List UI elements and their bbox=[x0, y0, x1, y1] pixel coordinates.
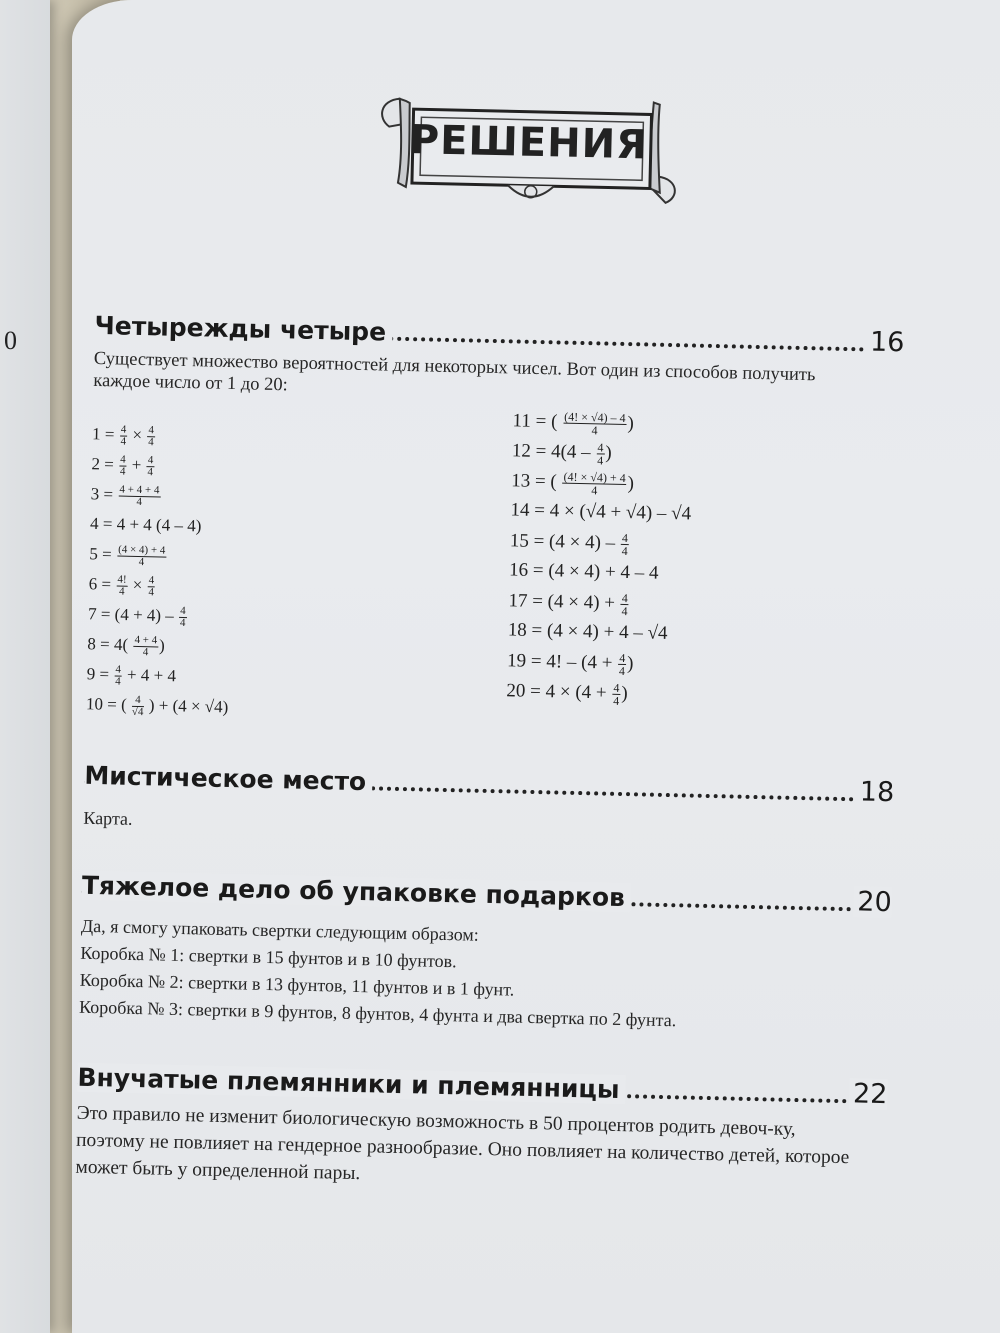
equation-suffix: ) bbox=[621, 682, 628, 704]
equation-prefix: 4( bbox=[113, 634, 129, 655]
equation-number: 8 bbox=[87, 634, 97, 654]
fraction-denominator: 4 bbox=[147, 466, 154, 479]
gifts-line: Коробка № 2: свертки в 13 фунтов, 11 фунтов и в 1 фунт. bbox=[79, 969, 515, 1000]
equation-row: 12 = 4(4 – $\frac{4}{4}$ ) bbox=[511, 440, 612, 468]
section-page-number: 22 bbox=[849, 1078, 888, 1110]
equation-number: 4 bbox=[89, 513, 99, 534]
equation-number: 1 bbox=[91, 424, 101, 444]
fraction-denominator: 4 bbox=[621, 603, 628, 619]
left-page-edge bbox=[0, 0, 50, 1333]
equation-row: 4 = 4 + 4 (4 – 4) bbox=[89, 513, 202, 536]
fraction bbox=[116, 574, 128, 597]
equation-row: 17 = (4 × 4) + $\frac{4}{4}$ bbox=[508, 590, 629, 619]
fraction-denominator: 4 bbox=[115, 675, 121, 688]
equation-number: 18 bbox=[507, 619, 528, 641]
equation-row: 2 = $\frac{4}{4}$ + $\frac{4}{4}$ bbox=[91, 453, 154, 479]
equation-prefix: 4! – (4 + bbox=[546, 651, 613, 674]
equation-row: 18 = (4 × 4) + 4 – √4 bbox=[507, 619, 668, 644]
equation-middle: ) + (4 × √4) bbox=[148, 695, 229, 717]
fraction-numerator: (4! × √4) – 4 bbox=[564, 409, 626, 425]
section-title: Четырежды четыре bbox=[94, 311, 392, 347]
gifts-line: Коробка № 3: свертки в 9 фунтов, 8 фунтов, 4 фунта и два свертка по 2 фунта. bbox=[78, 996, 677, 1031]
equation-number: 20 bbox=[506, 680, 526, 702]
equation-number: 9 bbox=[86, 664, 96, 684]
equation-prefix: ( bbox=[550, 411, 558, 433]
equation-number: 2 bbox=[91, 454, 101, 474]
equation-middle: + 4 + 4 bbox=[126, 665, 177, 686]
equation-number: 16 bbox=[508, 559, 529, 581]
fraction-denominator: 4 bbox=[148, 436, 154, 449]
section-heading-nephews bbox=[77, 1052, 888, 1110]
fraction-denominator: 4 bbox=[591, 423, 598, 438]
fraction-denominator: √4 bbox=[131, 705, 144, 719]
section-title: Мистическое место bbox=[84, 761, 372, 797]
fraction bbox=[563, 411, 627, 437]
equation-number: 15 bbox=[509, 530, 530, 552]
fraction-denominator: 4 bbox=[597, 453, 604, 468]
fraction bbox=[179, 606, 187, 629]
fraction-numerator: 4! bbox=[117, 573, 127, 586]
equation-row: 10 = ( $\frac{4}{√4}$ ) + (4 × √4) bbox=[85, 693, 229, 719]
equation-number: 13 bbox=[510, 470, 531, 492]
fraction bbox=[621, 532, 630, 557]
equation-number: 6 bbox=[88, 574, 98, 594]
section-title: Внучатые племянники и племянницы bbox=[77, 1063, 626, 1104]
fraction-denominator: 4 bbox=[142, 646, 149, 659]
equation-middle: × bbox=[132, 425, 143, 445]
fraction-numerator: 4 bbox=[120, 453, 126, 466]
equation-number: 7 bbox=[87, 604, 97, 624]
fraction-denominator: 4 bbox=[613, 693, 620, 708]
title-banner bbox=[367, 78, 690, 215]
fraction-numerator: 4 bbox=[621, 530, 629, 546]
equation-row: 14 = 4 × (√4 + √4) – √4 bbox=[510, 499, 692, 525]
fraction-numerator: 4 bbox=[148, 574, 155, 587]
equation-prefix: 4 + 4 (4 – 4) bbox=[116, 514, 202, 536]
equation-row: 3 = $\frac{4 + 4 + 4}{4}$ bbox=[90, 483, 160, 509]
fraction-denominator: 4 bbox=[591, 483, 598, 498]
left-page-fragment: 0 bbox=[4, 326, 17, 355]
fraction bbox=[147, 575, 155, 598]
section-heading-mystic-place bbox=[84, 750, 895, 808]
equation-number: 19 bbox=[506, 650, 527, 672]
section-heading-gift-wrapping bbox=[82, 860, 893, 918]
fraction-numerator: 4 bbox=[597, 440, 604, 455]
equation-prefix: (4 × 4) + bbox=[547, 591, 616, 614]
equation-prefix: (4 + 4) – bbox=[114, 604, 175, 626]
nephews-answer: Это правило не изменит биологическую возможность в 50 процентов родить девоч-ку, поэтому не повлияет на гендерное разнообразие. Оно повлияет на количество детей, которое может быть у определенной пары. bbox=[75, 1102, 850, 1185]
mystic-answer: Карта. bbox=[83, 807, 133, 829]
equation-middle: + bbox=[131, 455, 142, 475]
fraction-numerator: (4 × 4) + 4 bbox=[117, 543, 166, 557]
equation-prefix: 4 × (√4 + √4) – √4 bbox=[549, 500, 692, 525]
fraction-numerator: 4 bbox=[115, 663, 122, 676]
page-title: РЕШЕНИЯ bbox=[409, 117, 649, 169]
equation-row: 15 = (4 × 4) – $\frac{4}{4}$ bbox=[509, 530, 629, 559]
equation-prefix: 4 × (4 + bbox=[545, 681, 607, 704]
fraction-numerator: 4 bbox=[132, 695, 144, 707]
fraction bbox=[119, 425, 127, 448]
section-page-number: 20 bbox=[853, 886, 892, 918]
page-content bbox=[72, 0, 962, 1333]
equation-row: 13 = ( $\frac{(4! \times √4) + 4}{4}$ ) bbox=[510, 469, 635, 498]
fraction-denominator: 4 bbox=[118, 585, 125, 598]
equation-number: 10 bbox=[85, 694, 104, 714]
equation-suffix: ) bbox=[627, 472, 635, 495]
equation-prefix: 4(4 – bbox=[550, 441, 591, 464]
equation-row: 11 = ( $\frac{(4! \times √4) - 4}{4}$ ) bbox=[512, 409, 635, 438]
equation-number: 5 bbox=[89, 544, 99, 564]
book-page bbox=[72, 0, 1000, 1333]
gifts-line: Коробка № 1: свертки в 15 фунтов и в 10 фунтов. bbox=[80, 942, 457, 972]
equation-suffix: ) bbox=[626, 652, 634, 675]
fraction-numerator: 4 bbox=[120, 423, 127, 436]
fraction-denominator: 4 bbox=[119, 465, 126, 478]
fraction bbox=[620, 592, 629, 617]
equation-number: 3 bbox=[90, 484, 100, 504]
fraction-denominator: 4 bbox=[618, 663, 626, 679]
section-title: Тяжелое дело об упаковке подарков bbox=[82, 871, 632, 912]
fraction bbox=[133, 635, 158, 659]
fraction bbox=[132, 695, 144, 718]
section-page-number: 18 bbox=[856, 776, 895, 808]
equation-row: 20 = 4 × (4 + $\frac{4}{4}$ ) bbox=[506, 680, 628, 708]
fraction-numerator: (4! × √4) + 4 bbox=[563, 469, 626, 486]
equation-prefix: (4 × 4) – bbox=[548, 531, 616, 554]
equation-number: 11 bbox=[512, 410, 532, 432]
fraction bbox=[114, 664, 122, 687]
gifts-line: Да, я смогу упаковать свертки следующим образом: bbox=[80, 915, 480, 945]
equation-suffix: ) bbox=[158, 635, 165, 655]
fraction bbox=[612, 682, 621, 707]
fraction bbox=[118, 485, 160, 509]
equation-middle: × bbox=[132, 575, 143, 595]
fraction bbox=[596, 441, 605, 466]
equation-row: 7 = (4 + 4) – $\frac{4}{4}$ bbox=[87, 604, 186, 630]
fraction-numerator: 4 bbox=[621, 590, 629, 606]
fraction-numerator: 4 bbox=[619, 650, 626, 666]
equation-row: 9 = $\frac{4}{4}$ + 4 + 4 bbox=[86, 663, 177, 688]
fraction-denominator: 4 bbox=[621, 543, 628, 559]
equation-row: 8 = 4( $\frac{4 + 4}{4}$ ) bbox=[87, 633, 165, 659]
fraction-numerator: 4 bbox=[148, 424, 155, 437]
equation-number: 17 bbox=[508, 590, 528, 612]
fraction-numerator: 4 bbox=[613, 680, 620, 695]
equation-suffix: ) bbox=[605, 442, 612, 464]
fraction bbox=[147, 425, 155, 448]
section-heading-four-fours bbox=[94, 300, 905, 358]
equation-prefix: (4 × 4) + 4 – √4 bbox=[546, 620, 668, 644]
equation-row: 16 = (4 × 4) + 4 – 4 bbox=[508, 559, 659, 584]
equation-row: 19 = 4! – (4 + $\frac{4}{4}$ ) bbox=[506, 650, 634, 679]
equation-prefix: (4 × 4) + 4 – 4 bbox=[548, 560, 659, 584]
fraction-denominator: 4 bbox=[138, 555, 145, 569]
equation-row: 5 = $\frac{(4 \times 4) + 4}{4}$ bbox=[89, 543, 166, 569]
section-page-number: 16 bbox=[866, 326, 905, 358]
four-fours-intro: Существует множество вероятностей для некоторых чисел. Вот один из способов получить каждое число от 1 до 20: bbox=[93, 348, 816, 396]
equation-row: 6 = $\frac{4!}{4}$ × $\frac{4}{4}$ bbox=[88, 573, 155, 599]
fraction-numerator: 4 + 4 + 4 bbox=[119, 483, 160, 497]
fraction-denominator: 4 bbox=[179, 616, 186, 630]
fraction bbox=[117, 544, 167, 568]
fraction bbox=[618, 652, 627, 677]
fraction bbox=[146, 455, 154, 478]
equation-prefix: ( bbox=[550, 471, 557, 493]
equation-number: 14 bbox=[510, 499, 530, 521]
fraction-denominator: 4 bbox=[148, 586, 155, 599]
fraction-numerator: 4 bbox=[180, 604, 186, 618]
equation-number: 12 bbox=[511, 440, 532, 462]
equation-suffix: ) bbox=[627, 412, 635, 435]
equation-prefix: ( bbox=[120, 695, 128, 715]
fraction-numerator: 4 + 4 bbox=[134, 633, 158, 647]
equation-row: 1 = $\frac{4}{4}$ × $\frac{4}{4}$ bbox=[91, 423, 155, 449]
fraction-denominator: 4 bbox=[136, 495, 143, 509]
fraction bbox=[119, 455, 127, 478]
fraction-denominator: 4 bbox=[120, 435, 127, 448]
fraction bbox=[562, 471, 627, 497]
fraction-numerator: 4 bbox=[147, 454, 154, 467]
